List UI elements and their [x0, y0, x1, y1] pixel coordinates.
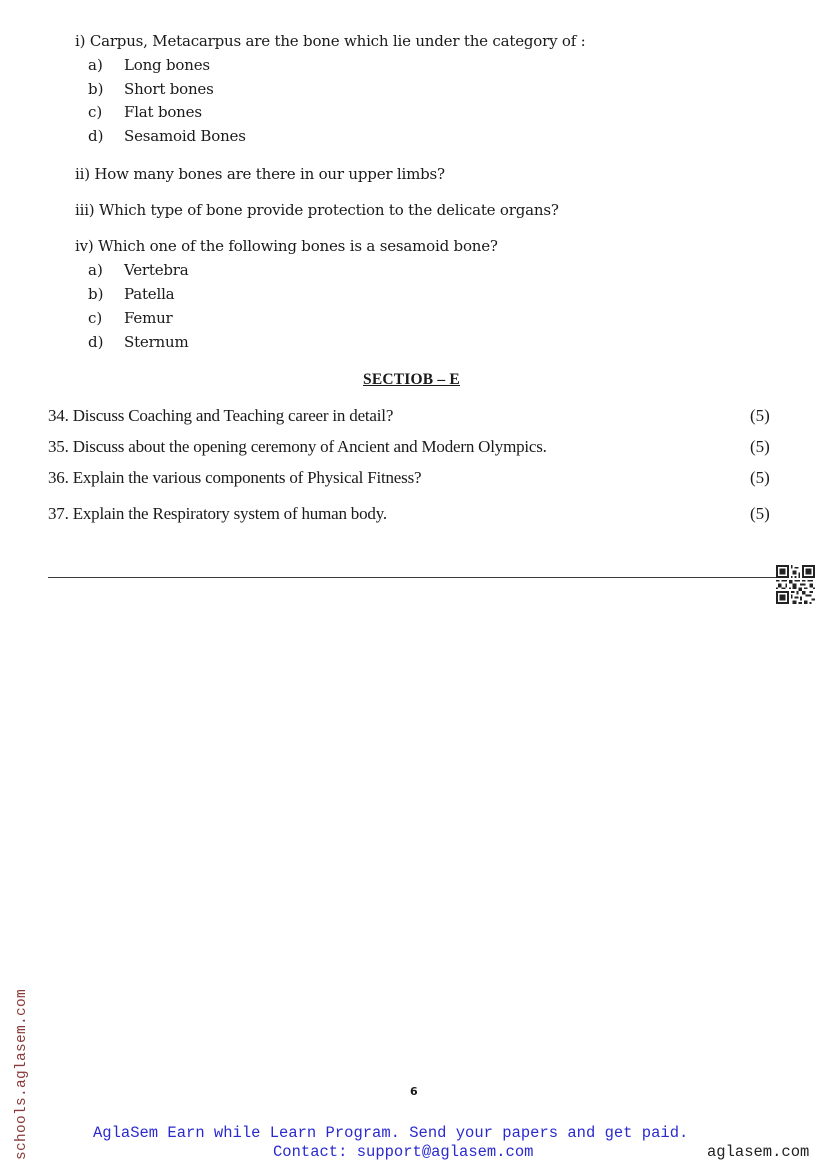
side-watermark: schools.aglasem.com [14, 988, 30, 1160]
option-text: Vertebra [124, 261, 189, 279]
end-divider [48, 577, 778, 578]
option-text: Short bones [124, 80, 214, 98]
footer-promo: AglaSem Earn while Learn Program. Send your papers and get paid. [93, 1124, 689, 1142]
long-question: 34. Discuss Coaching and Teaching career in detail? [48, 406, 394, 425]
option-text: Patella [124, 285, 175, 303]
marks: (5) [750, 437, 770, 456]
option-letter: d) [88, 333, 104, 351]
option-text: Sesamoid Bones [124, 127, 246, 145]
question-iii: iii) Which type of bone provide protection to the delicate organs? [75, 201, 559, 219]
option-letter: a) [88, 56, 103, 74]
long-question: 36. Explain the various components of Physical Fitness? [48, 468, 422, 487]
option-text: Femur [124, 309, 173, 327]
option-letter: a) [88, 261, 103, 279]
question-iv: iv) Which one of the following bones is a sesamoid bone? [75, 237, 498, 255]
question-ii: ii) How many bones are there in our upper limbs? [75, 165, 445, 183]
marks: (5) [750, 468, 770, 487]
long-question: 37. Explain the Respiratory system of human body. [48, 504, 387, 523]
footer-contact[interactable]: Contact: support@aglasem.com [273, 1143, 534, 1161]
qr-code-icon [776, 565, 815, 604]
section-title: SECTIOB – E [363, 371, 460, 388]
option-letter: d) [88, 127, 104, 145]
marks: (5) [750, 406, 770, 425]
option-text: Sternum [124, 333, 189, 351]
option-letter: c) [88, 103, 103, 121]
option-letter: c) [88, 309, 103, 327]
page-number: 6 [410, 1085, 418, 1098]
option-letter: b) [88, 285, 104, 303]
option-text: Long bones [124, 56, 210, 74]
option-text: Flat bones [124, 103, 202, 121]
footer-site[interactable]: aglasem.com [707, 1143, 810, 1161]
option-letter: b) [88, 80, 104, 98]
long-question: 35. Discuss about the opening ceremony of Ancient and Modern Olympics. [48, 437, 547, 456]
marks: (5) [750, 504, 770, 523]
question-i: i) Carpus, Metacarpus are the bone which lie under the category of : [75, 32, 586, 50]
